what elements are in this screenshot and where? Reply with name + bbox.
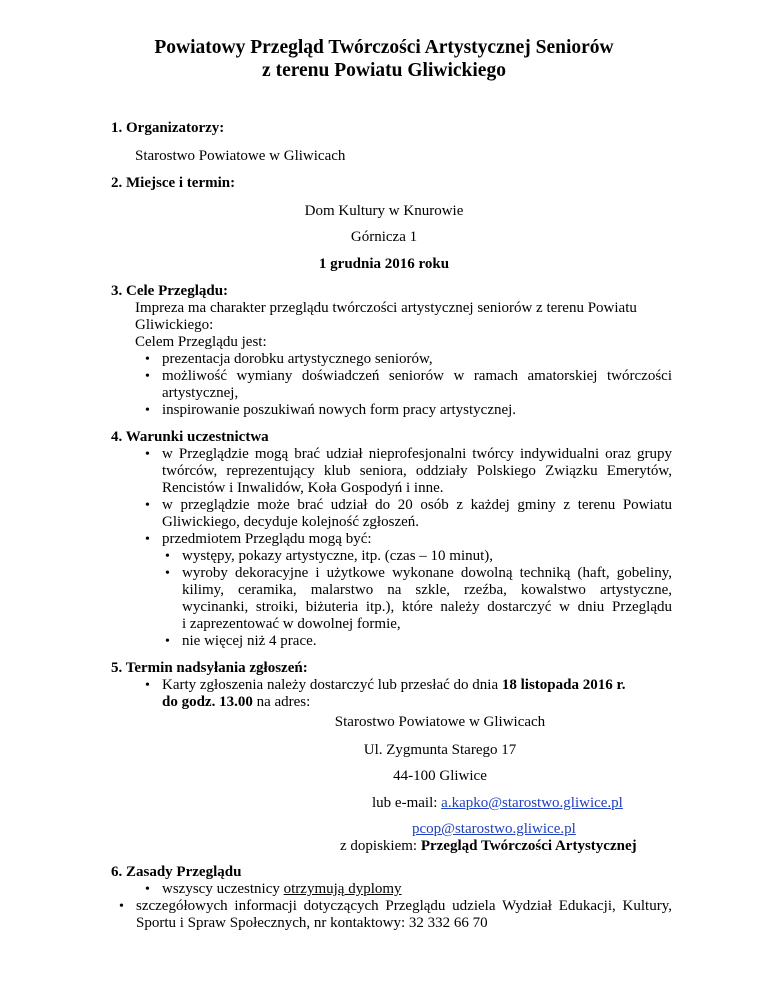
deadline-text: Karty zgłoszenia należy dostarczyć lub przesłać do dnia xyxy=(162,677,502,693)
list-item: • w przeglądzie może brać udział do 20 osób z każdej gminy z terenu Powiatu xyxy=(162,497,672,514)
sub-list-item: • wyroby dekoracyjne i użytkowe wykonane dowolną techniką (haft, gobeliny, xyxy=(182,565,672,582)
email-link-kapko[interactable]: a.kapko@starostwo.gliwice.pl xyxy=(441,795,623,811)
address-line2: Ul. Zygmunta Starego 17 xyxy=(363,742,517,758)
event-date: 1 grudnia 2016 roku xyxy=(318,256,450,272)
section-3-heading: 3. Cele Przeglądu: xyxy=(111,283,229,299)
list-item-continuation: twórców, reprezentujący klub seniora, oddziały Polskiego Związku Emerytów, xyxy=(162,463,672,479)
page-title: Powiatowy Przegląd Twórczości Artystycznej Seniorów xyxy=(154,37,614,58)
diploma-underlined: otrzymują dyplomy xyxy=(283,881,402,897)
deadline-line1 xyxy=(162,677,626,694)
email-label: lub e-mail: xyxy=(372,795,442,811)
goals-intro-line2: Gliwickiego: xyxy=(135,317,214,333)
list-item: • przedmiotem Przeglądu mogą być: xyxy=(162,531,372,548)
section-6-heading: 6. Zasady Przeglądu xyxy=(111,864,242,880)
list-item: • inspirowanie poszukiwań nowych form pracy artystycznej. xyxy=(162,402,516,419)
list-item: • prezentacja dorobku artystycznego seniorów, xyxy=(162,351,433,368)
section-4-heading: 4. Warunki uczestnictwa xyxy=(111,429,269,445)
email-link-pcop[interactable]: pcop@starostwo.gliwice.pl xyxy=(412,821,576,837)
address-line3: 44-100 Gliwice xyxy=(393,768,487,784)
venue-text: Dom Kultury w Knurowie xyxy=(304,203,464,219)
list-item: • szczegółowych informacji dotyczących Przeglądu udziela Wydział Edukacji, Kultury, xyxy=(136,898,672,915)
list-item-continuation: Gliwickiego, decyduje kolejność zgłoszeń. xyxy=(162,514,420,530)
email-note xyxy=(340,838,637,855)
sub-list-item: • nie więcej niż 4 prace. xyxy=(182,633,317,650)
address-line1: Starostwo Powiatowe w Gliwicach xyxy=(334,714,546,730)
deadline-address-lead: na adres: xyxy=(252,694,311,710)
email-note-subject: Przegląd Twórczości Artystycznej xyxy=(420,838,637,854)
email-note-label: z dopiskiem: xyxy=(340,838,421,854)
list-item-continuation: Rencistów i Inwalidów, Koła Gospodyń i inne. xyxy=(162,480,444,496)
list-item: • w Przeglądzie mogą brać udział nieprofesjonalni twórcy indywidualni oraz grupy xyxy=(162,446,672,463)
goals-lead: Celem Przeglądu jest: xyxy=(135,334,267,350)
list-item xyxy=(162,881,402,898)
page-subtitle: z terenu Powiatu Gliwickiego xyxy=(262,60,506,81)
deadline-hour: do godz. 13.00 xyxy=(162,694,253,710)
list-item: • możliwość wymiany doświadczeń seniorów w ramach amatorskiej twórczości xyxy=(162,368,672,385)
goals-intro-line1: Impreza ma charakter przeglądu twórczości artystycznej seniorów z terenu Powiatu xyxy=(135,300,637,316)
deadline-date: 18 listopada 2016 r. xyxy=(501,677,626,693)
deadline-line2 xyxy=(162,694,310,711)
section-2-heading: 2. Miejsce i termin: xyxy=(111,175,236,191)
street-text: Górnicza 1 xyxy=(350,229,418,245)
list-item-continuation: Sportu i Spraw Społecznych, nr kontaktowy: 32 332 66 70 xyxy=(136,915,488,931)
organizer-text: Starostwo Powiatowe w Gliwicach xyxy=(135,148,346,164)
sub-list-item-continuation: i zaprezentować w dowolnej formie, xyxy=(182,616,401,632)
list-item-continuation: artystycznej, xyxy=(162,385,239,401)
diploma-text: wszyscy uczestnicy xyxy=(162,881,284,897)
sub-list-item-continuation: wycinanki, stroiki, biżuteria itp.), które należy dostarczyć w dniu Przeglądu xyxy=(182,599,672,615)
email-line xyxy=(372,795,623,812)
section-5-heading: 5. Termin nadsyłania zgłoszeń: xyxy=(111,660,308,676)
section-1-heading: 1. Organizatorzy: xyxy=(111,120,225,136)
sub-list-item-continuation: kilimy, ceramika, malarstwo na szkle, rzeźba, kowalstwo artystyczne, xyxy=(182,582,672,598)
sub-list-item: • występy, pokazy artystyczne, itp. (czas – 10 minut), xyxy=(182,548,493,565)
